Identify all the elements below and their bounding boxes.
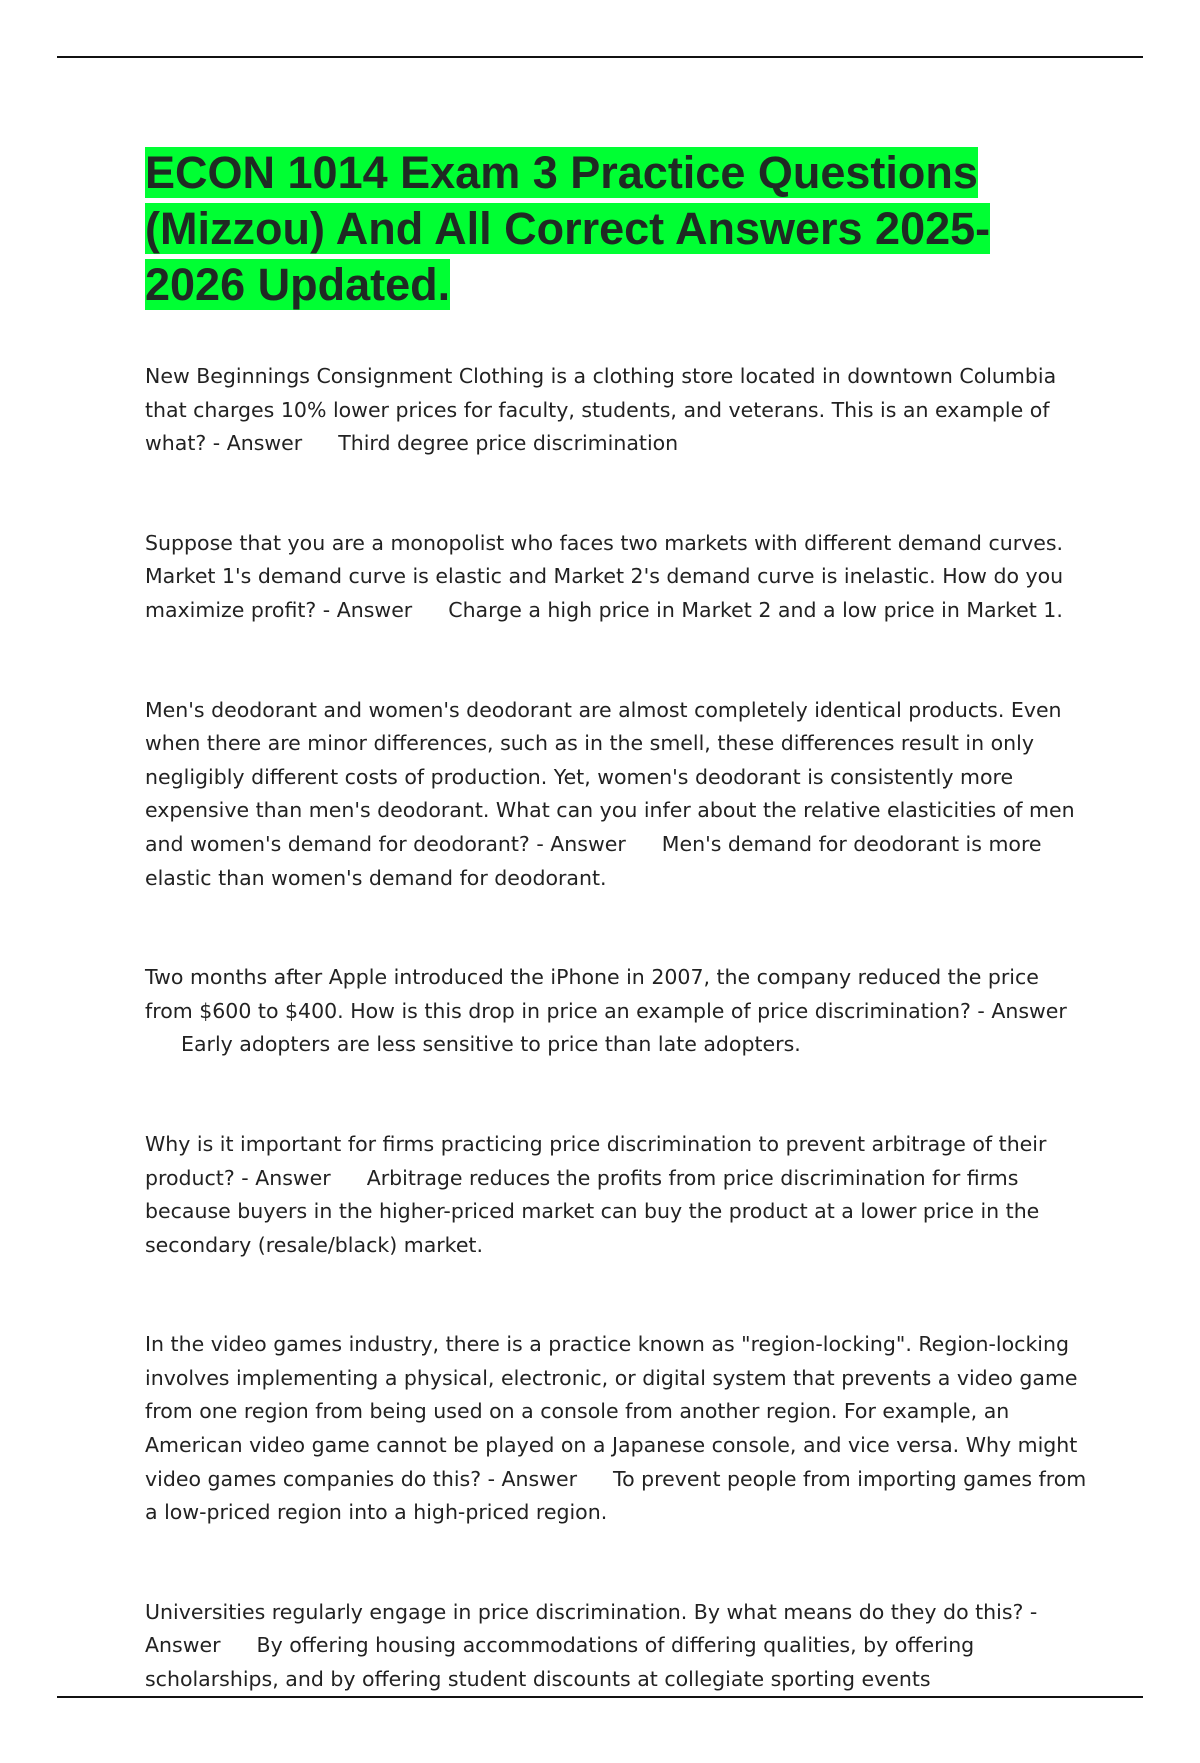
page-content [145,145,1090,1763]
qa-item [145,360,1090,461]
qa-item [145,1596,1090,1697]
answer-label: Answer [145,1633,221,1658]
qa-item [145,527,1090,628]
top-rule [57,56,1143,58]
answer-label: Answer [255,1165,331,1190]
document-title-text: ECON 1014 Exam 3 Practice Questions (Mizzou) And All Correct Answers 2025-2026 Updated. [145,147,991,310]
qa-item [145,694,1090,896]
answer-text: Charge a high price in Market 2 and a low price in Market 1. [448,597,1063,622]
answer-label: Answer [226,431,303,456]
question-text: Why is it important for firms practicing price discrimination to prevent arbitrage of their product? - [145,1131,1047,1190]
question-text: New Beginnings Consignment Clothing is a clothing store located in downtown Columbia that charges 10% lower prices for faculty, students, and veterans. This is an example of what? - [145,364,1057,456]
answer-text: Arbitrage reduces the profits from price discrimination for firms because buyers in the higher-priced market can buy the product at a lower price in the secondary (resale/black) market. [145,1165,1040,1257]
answer-text: Men's demand for deodorant is more elastic than women's demand for deodorant. [145,831,1042,890]
qa-item [145,1328,1090,1530]
question-text: Suppose that you are a monopolist who faces two markets with different demand curves. Market 1's demand curve is elastic and Market 2's demand curve is inelastic. How do you maximize profit? - [145,530,1064,622]
answer-label: Answer [336,597,413,622]
bottom-rule [57,1696,1143,1698]
qa-item [145,961,1090,1062]
question-text: Men's deodorant and women's deodorant are almost completely identical products. Even when there are minor differences, such as in the smell, these differences result in only negligibly different costs of production. Yet, women's deodorant is consistently more expensive than men's deodorant. What can you infer about the relative elasticities of men and women's demand for deodorant? - [145,697,1075,856]
question-text: Universities regularly engage in price discrimination. By what means do they do this? - [145,1599,1038,1624]
answer-text: To prevent people from importing games from a low-priced region into a high-priced region. [145,1466,1087,1525]
document-title [145,145,1090,313]
answer-text: Early adopters are less sensitive to price than late adopters. [181,1032,801,1057]
qa-item [145,1128,1090,1262]
answer-text: Third degree price discrimination [338,431,679,456]
answer-label: Answer [501,1466,578,1491]
question-text: In the video games industry, there is a practice known as "region-locking". Region-locking involves implementing a physical, electronic, or digital system that prevents a video game from one region from being used on a console from another region. For example, an American video game cannot be played on a Japanese console, and vice versa. Why might video games companies do this? - [145,1332,1078,1491]
qa-list [145,360,1090,1697]
answer-text: By offering housing accommodations of differing qualities, by offering scholarships, and by offering student discounts at collegiate sporting events [145,1633,975,1692]
answer-label: Answer [550,831,626,856]
answer-label: Answer [991,998,1067,1023]
question-text: Two months after Apple introduced the iPhone in 2007, the company reduced the price from $600 to $400. How is this drop in price an example of price discrimination? - [145,965,1039,1023]
